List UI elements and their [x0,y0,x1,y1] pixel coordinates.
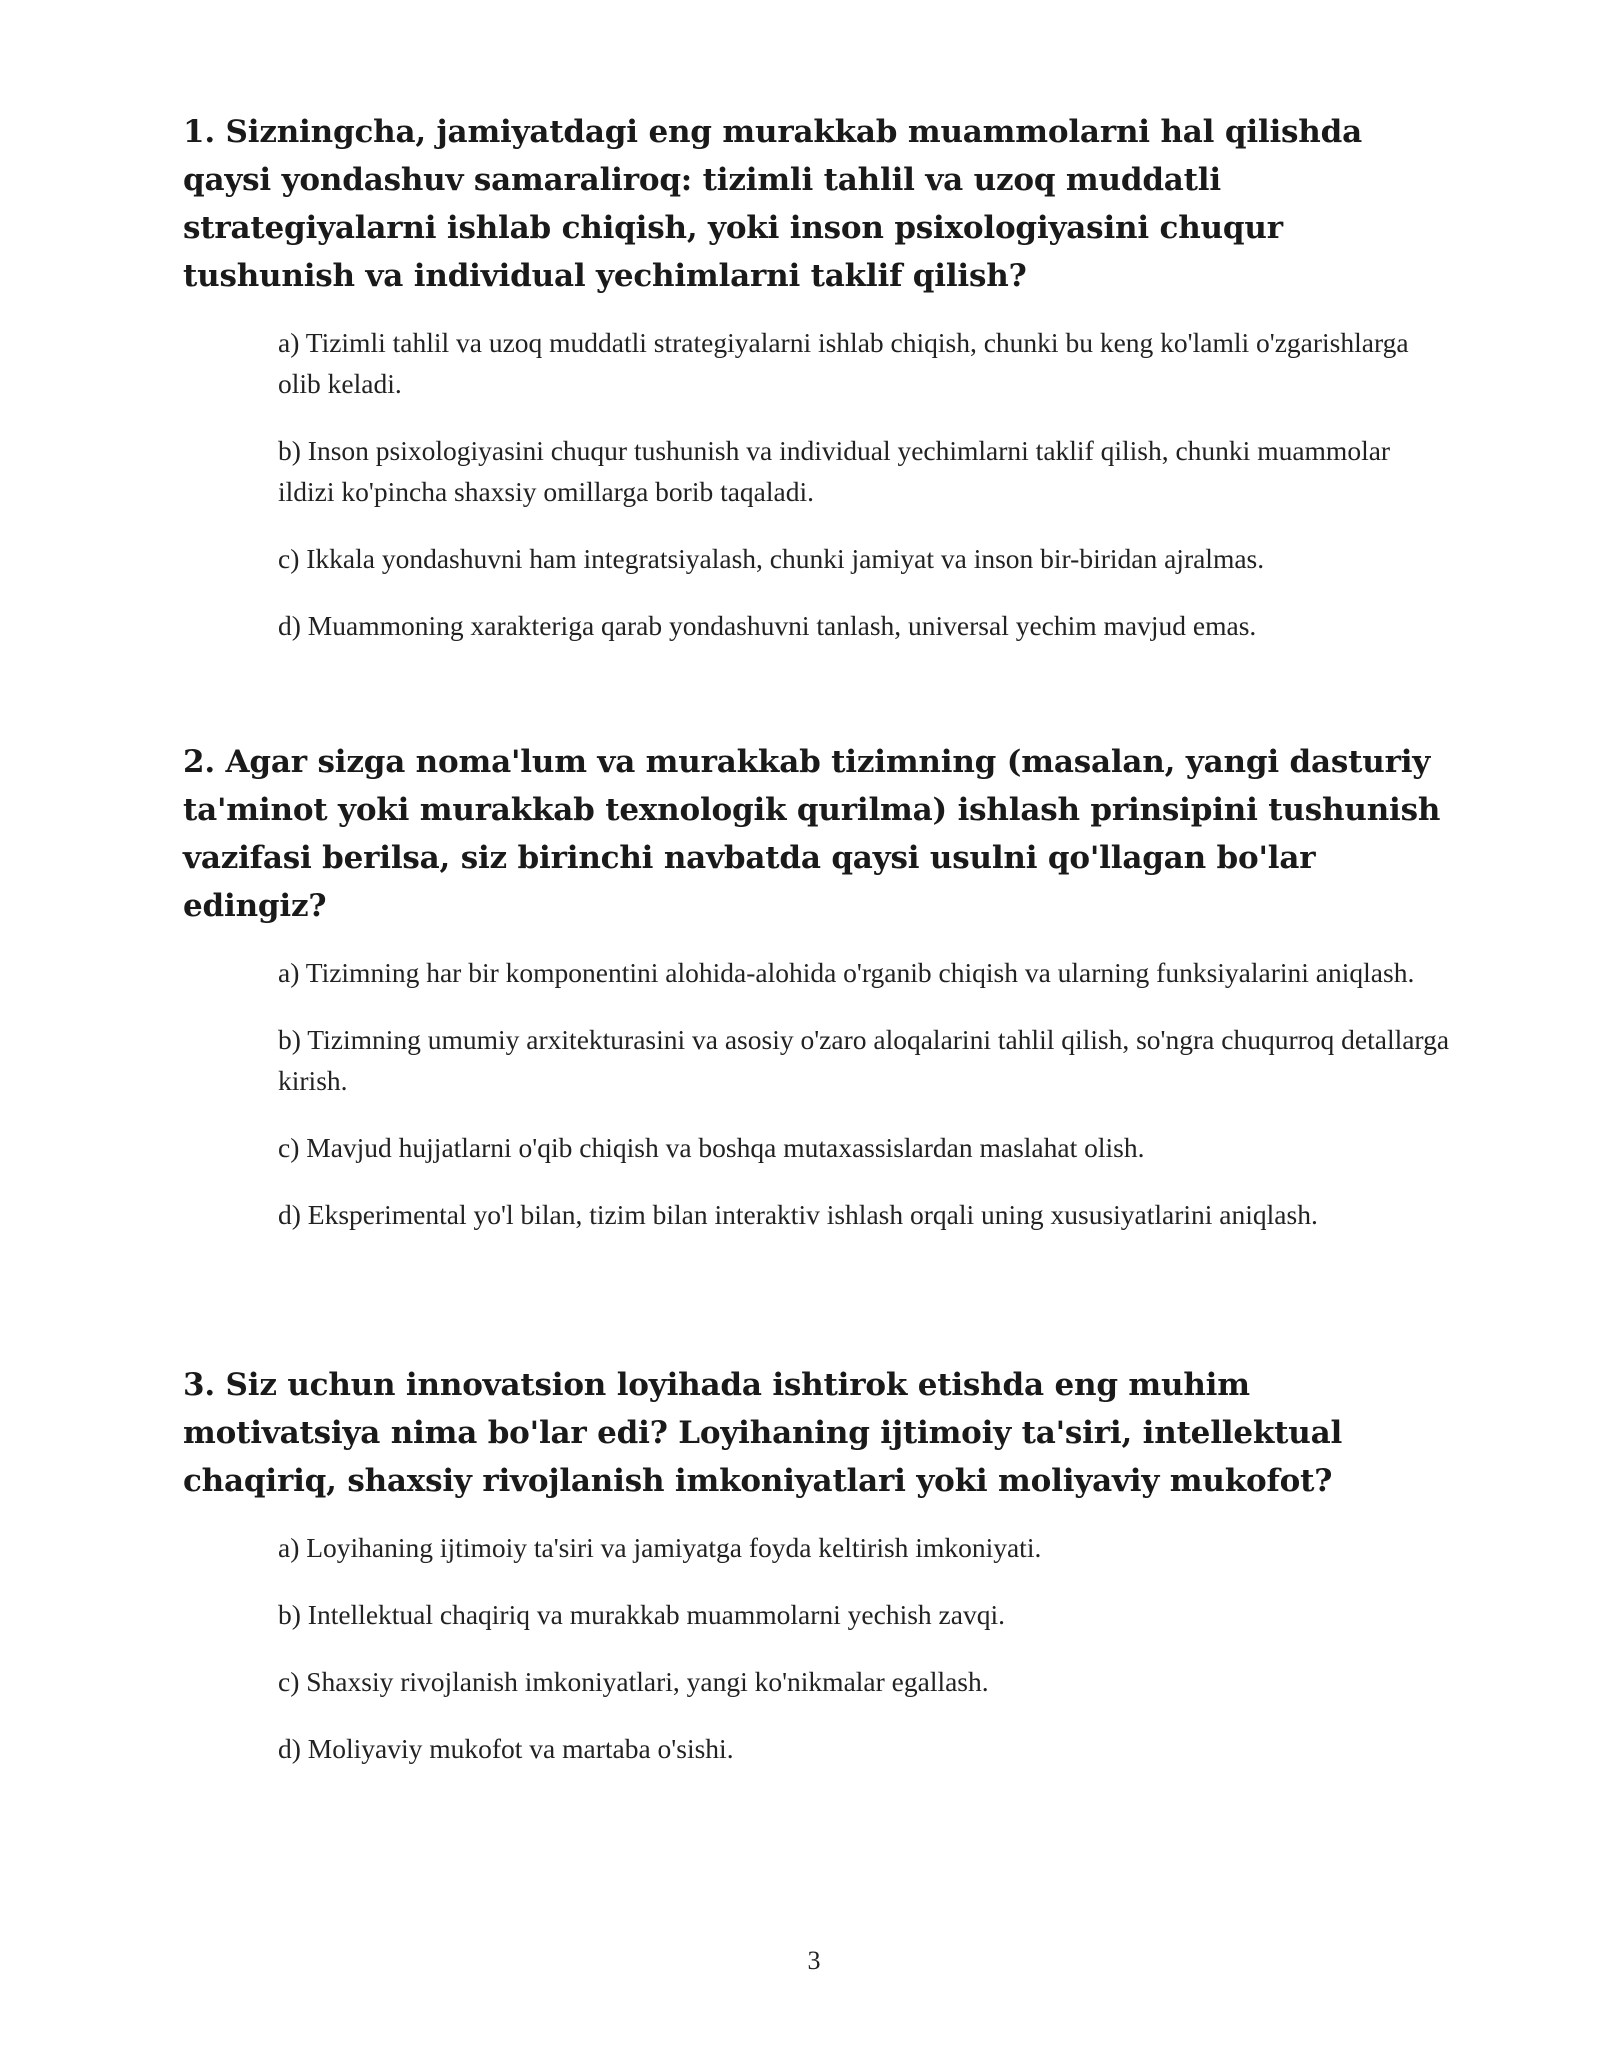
question-title: 2. Agar sizga noma'lum va murakkab tizimning (masalan, yangi dasturiy ta'minot yoki murakkab texnologik qurilma) ishlash prinsipini tushunish vazifasi berilsa, siz birinchi navbatda qaysi usulni qo'llagan bo'lar edingiz? [183,744,1441,924]
answer-option-c: c) Ikkala yondashuvni ham integratsiyalash, chunki jamiyat va inson bir-biridan ajralmas. [278,543,1265,574]
answer-option-a: a) Tizimli tahlil va uzoq muddatli strategiyalarni ishlab chiqish, chunki bu keng ko'lamli o'zgarishlarga olib keladi. [278,327,1409,399]
question-title: 3. Siz uchun innovatsion loyihada ishtirok etishda eng muhim motivatsiya nima bo'lar edi? Loyihaning ijtimoiy ta'siri, intellektual chaqiriq, shaxsiy rivojlanish imkoniyatlari yoki moliyaviy mukofot? [183,1367,1343,1499]
answer-option-b: b) Inson psixologiyasini chuqur tushunish va individual yechimlarni taklif qilish, chunki muammolar ildizi ko'pincha shaxsiy omillarga borib taqaladi. [278,435,1391,507]
answer-options [278,322,1453,646]
answer-option-c: c) Mavjud hujjatlarni o'qib chiqish va boshqa mutaxassislardan maslahat olish. [278,1132,1145,1163]
answer-option-a: a) Tizimning har bir komponentini alohida-alohida o'rganib chiqish va ularning funksiyalarini aniqlash. [278,957,1415,988]
answer-option-a: a) Loyihaning ijtimoiy ta'siri va jamiyatga foyda keltirish imkoniyati. [278,1532,1042,1563]
question-3 [183,1361,1453,1795]
answer-option-b: b) Tizimning umumiy arxitekturasini va asosiy o'zaro aloqalarini tahlil qilish, so'ngra chuqurroq detallarga kirish. [278,1024,1450,1096]
question-1 [183,108,1453,672]
answer-option-d: d) Muammoning xarakteriga qarab yondashuvni tanlash, universal yechim mavjud emas. [278,610,1257,641]
question-2 [183,738,1453,1261]
answer-option-c: c) Shaxsiy rivojlanish imkoniyatlari, yangi ko'nikmalar egallash. [278,1666,989,1697]
answer-option-d: d) Moliyaviy mukofot va martaba o'sishi. [278,1733,734,1764]
answer-option-d: d) Eksperimental yo'l bilan, tizim bilan interaktiv ishlash orqali uning xususiyatlarini aniqlash. [278,1199,1318,1230]
answer-options [278,952,1453,1235]
answer-option-b: b) Intellektual chaqiriq va murakkab muammolarni yechish zavqi. [278,1599,1005,1630]
page-number: 3 [807,1946,821,1975]
answer-options [278,1527,1453,1769]
question-title: 1. Sizningcha, jamiyatdagi eng murakkab muammolarni hal qilishda qaysi yondashuv samaraliroq: tizimli tahlil va uzoq muddatli strategiyalarni ishlab chiqish, yoki inson psixologiyasini chuqur tushunish va individual yechimlarni taklif qilish? [183,114,1363,294]
